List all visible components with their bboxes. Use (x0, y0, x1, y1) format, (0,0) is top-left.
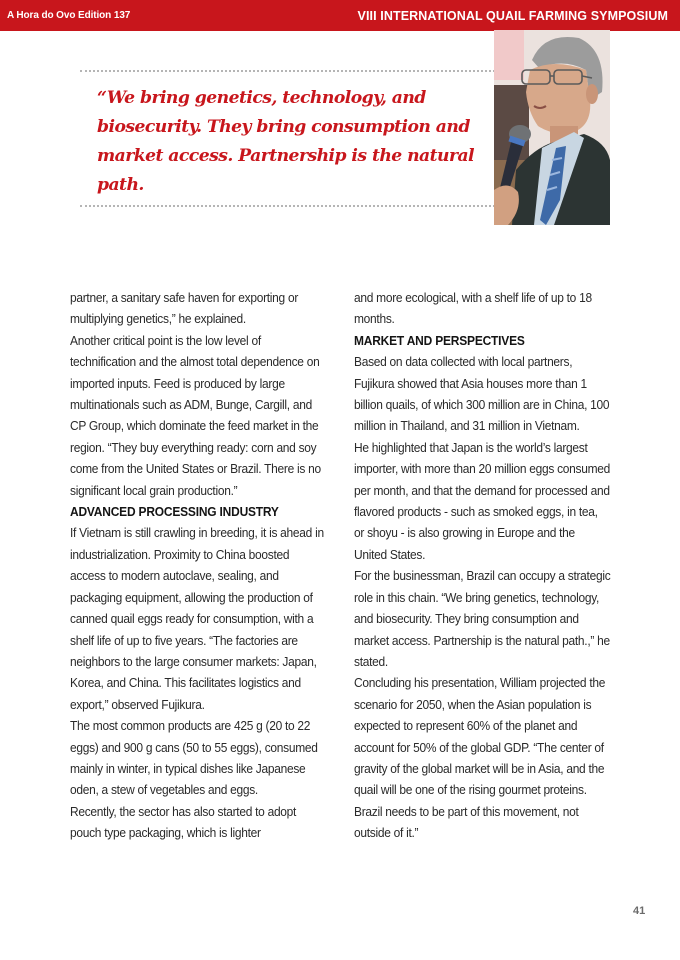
body-paragraph: Another critical point is the low level of technification and the almost total dependence on imported inputs. Feed is produced by large multinationals such as ADM, Bunge, Cargill, and CP Group, which dominate the feed market in the region. “They buy everything ready: corn and soy come from the United States or Brazil. There is no significant local grain production.” (70, 333, 321, 498)
pullquote-top-divider (80, 70, 495, 72)
body-paragraph: He highlighted that Japan is the world’s largest importer, with more than 20 million eggs consumed per month, and that the demand for processed and flavored products - such as smoked eggs, in tea, or shoyu - is also growing in Europe and the United States. (354, 440, 611, 562)
body-paragraph: Recently, the sector has also started to adopt pouch type packaging, which is lighter (70, 804, 297, 841)
body-paragraph: Concluding his presentation, William projected the scenario for 2050, when the Asian population is expected to represent 60% of the planet and account for 50% of the global GDP. “The center of gravity of the global market will be in Asia, and the quail will be one of the rising gourmet proteins. Brazil needs to be part of this movement, not outside of it.” (354, 676, 606, 841)
body-paragraph: If Vietnam is still crawling in breeding, it is ahead in industrialization. Proximity to China boosted access to modern autoclave, sealing, and packaging equipment, allowing the production of canned quail eggs ready for consumption, with a shelf life of up to five years. “The factories are neighbors to the large consumer markets: Japan, Korea, and China. This facilitates logistics and export,” observed Fujikura. (70, 526, 324, 712)
pullquote-line: biosecurity. They bring consumption and (97, 117, 470, 137)
section-heading: ADVANCED PROCESSING INDUSTRY (70, 505, 279, 520)
body-paragraph: and more ecological, with a shelf life of up to 18 months. (354, 291, 592, 327)
header-bar (0, 0, 680, 31)
speaker-portrait-illustration (494, 30, 610, 225)
pullquote-bottom-divider (80, 205, 495, 207)
pullquote (97, 84, 497, 200)
speaker-photo (494, 30, 610, 225)
body-paragraph: partner, a sanitary safe haven for exporting or multiplying genetics,” he explained. (70, 291, 299, 327)
page-number: 41 (633, 905, 646, 917)
body-paragraph: The most common products are 425 g (20 to 22 eggs) and 900 g cans (50 to 55 eggs), consumed mainly in winter, in typical dishes like Japanese oden, a stew of vegetables and eggs. (70, 719, 318, 798)
edition-label: A Hora do Ovo Edition 137 (7, 10, 131, 21)
pullquote-line: “We bring genetics, technology, and (97, 88, 426, 108)
pullquote-line: market access. Partnership is the natural path. (97, 146, 475, 195)
section-title: VIII INTERNATIONAL QUAIL FARMING SYMPOSIUM (357, 8, 668, 23)
article-column-left (70, 288, 327, 845)
section-heading: MARKET AND PERSPECTIVES (354, 333, 525, 348)
body-paragraph: Based on data collected with local partners, Fujikura showed that Asia houses more than 1 billion quails, of which 300 million are in China, 100 million in Thailand, and 31 million in Vietnam. (354, 355, 610, 434)
article-column-right (354, 288, 611, 845)
body-paragraph: For the businessman, Brazil can occupy a strategic role in this chain. “We bring genetics, technology, and biosecurity. They bring consumption and market access. Partnership is the natural path.,” he stated. (354, 569, 611, 669)
